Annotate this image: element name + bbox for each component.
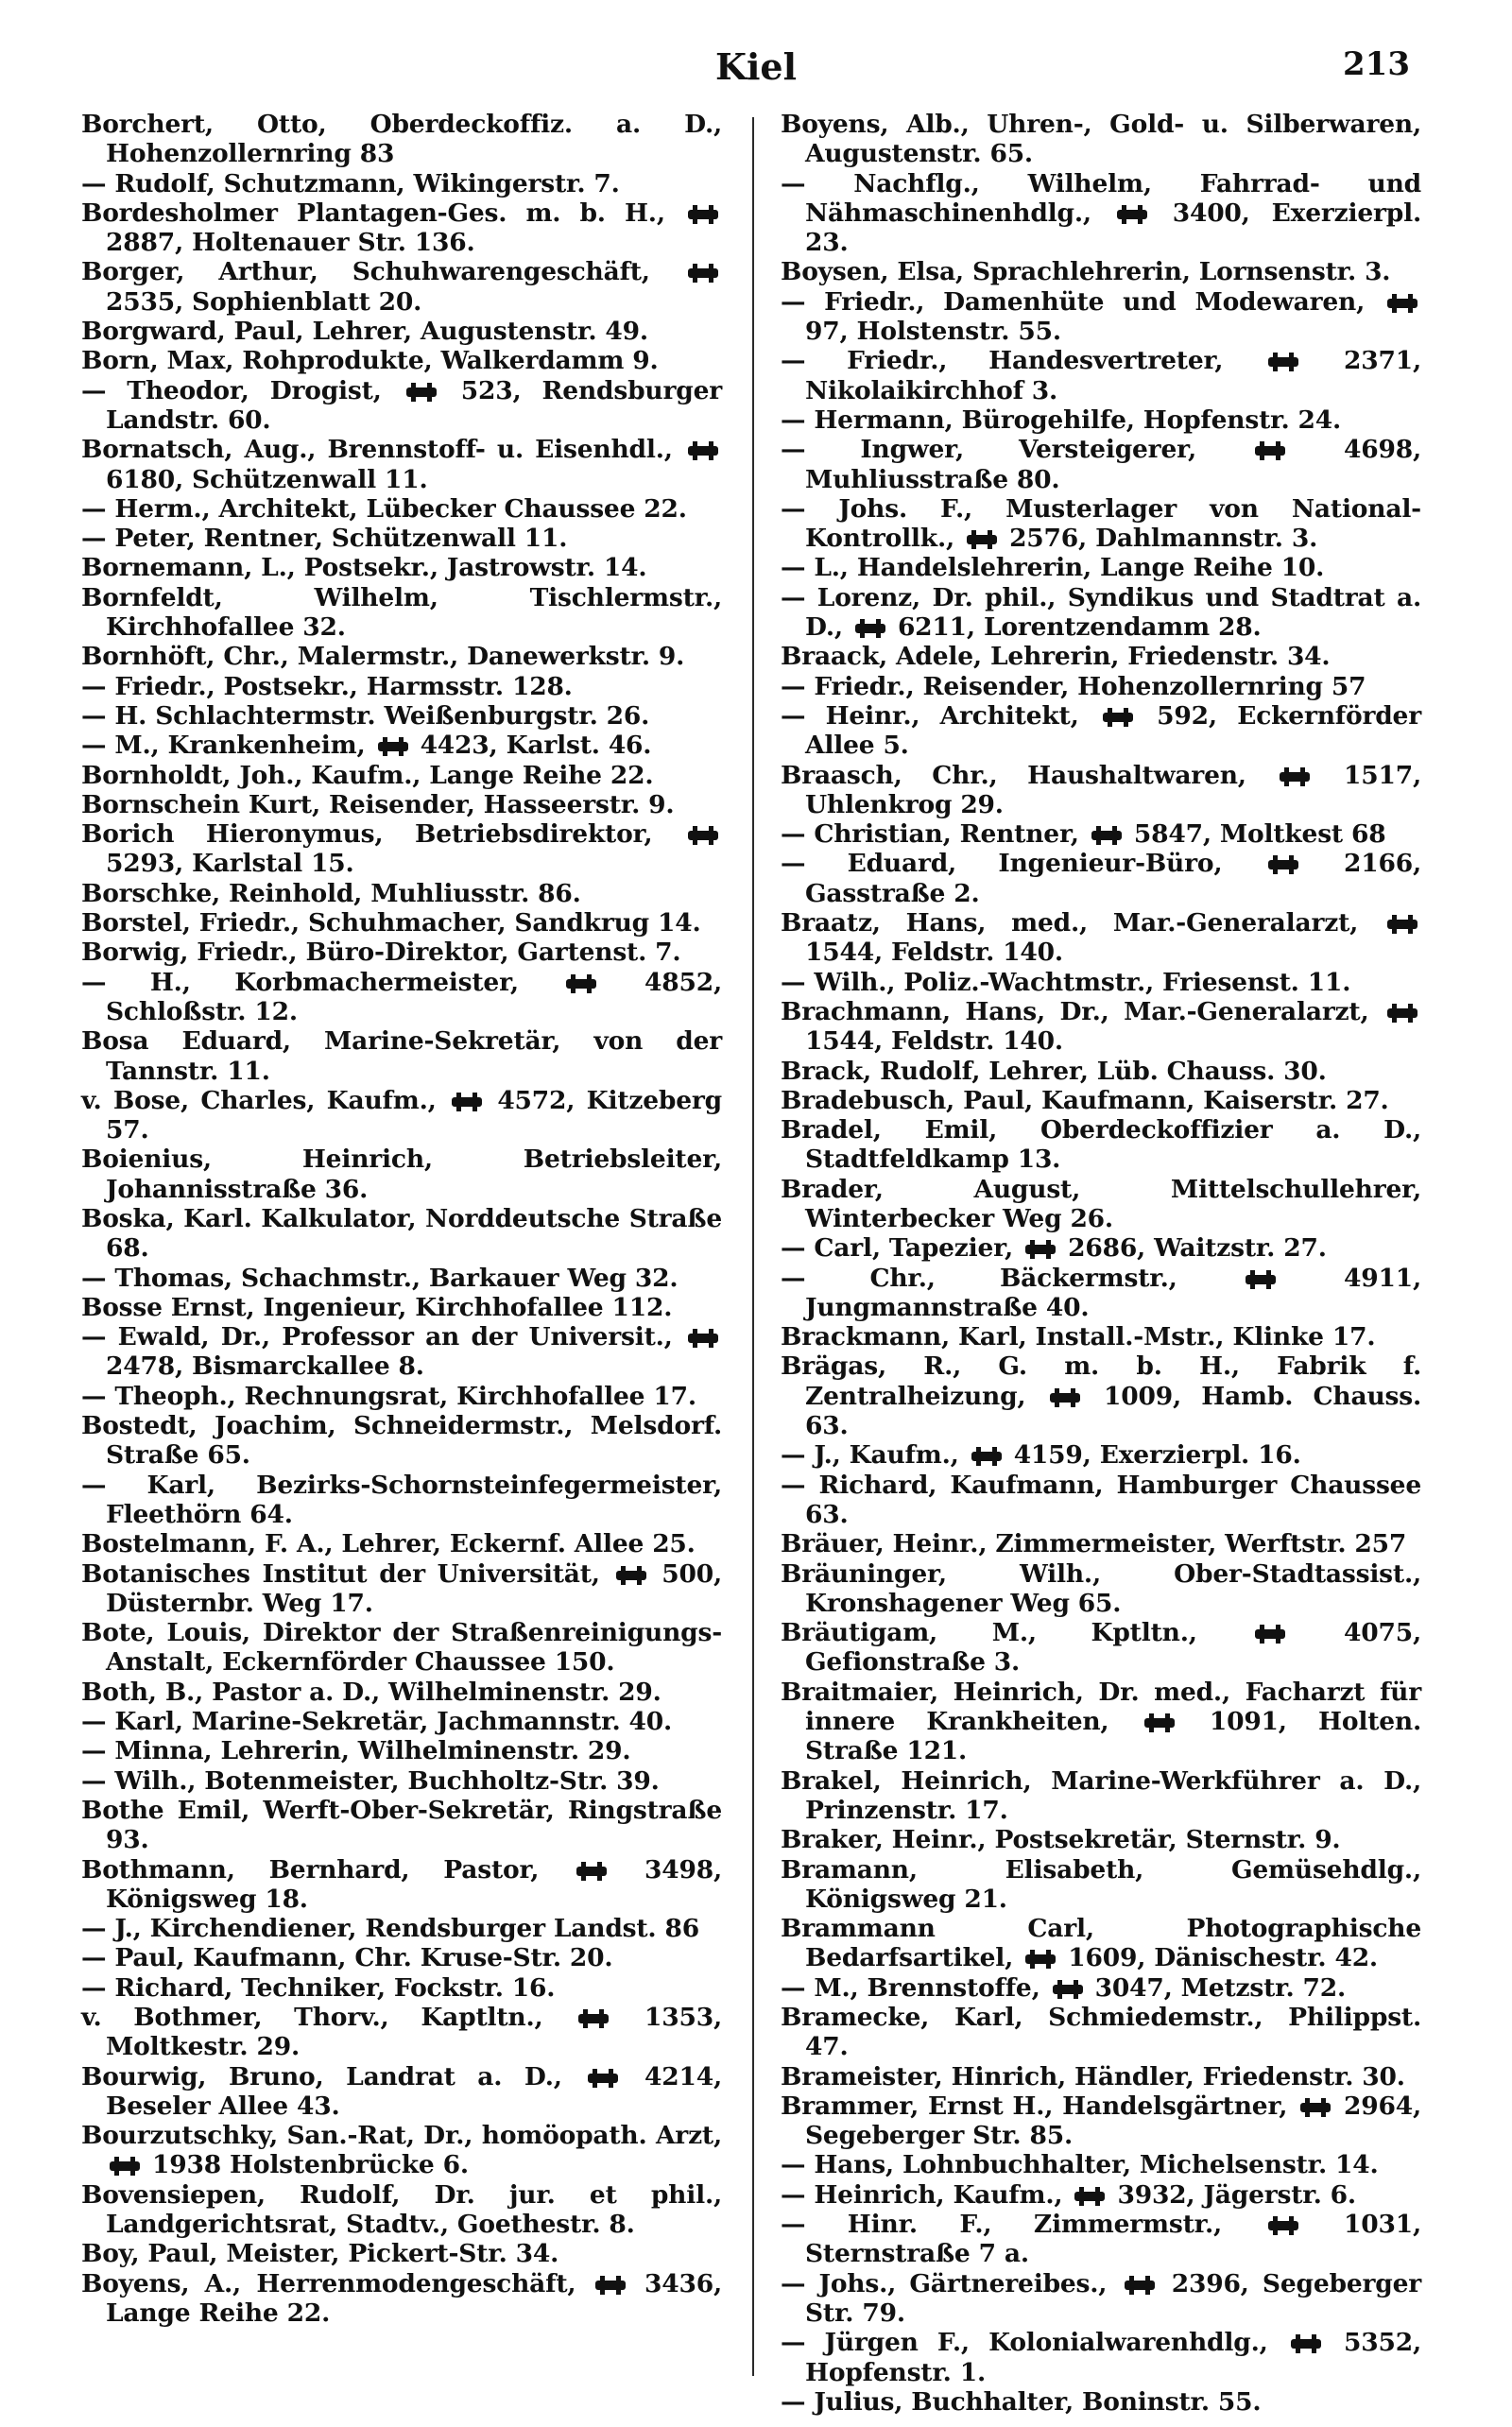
entry-text: Boyens, A., Herrenmodengeschäft, — [81, 2268, 592, 2298]
entry-text: — Jürgen F., Kolonialwarenhdlg., — [781, 2328, 1287, 2358]
directory-entry — [781, 1559, 1421, 1619]
directory-entry — [781, 2269, 1421, 2329]
directory-entry — [81, 1766, 722, 1796]
telephone-symbol-icon — [971, 1449, 1002, 1464]
telephone-symbol-icon — [1246, 1272, 1276, 1287]
entry-text: — Richard, Techniker, Fockstr. 16. — [81, 1972, 556, 2003]
directory-entry — [81, 2239, 722, 2268]
directory-entry — [81, 317, 722, 346]
directory-entry — [781, 997, 1421, 1057]
entry-text: 6211, Lorentzendamm 28. — [888, 612, 1262, 643]
entry-text: Borwig, Friedr., Büro-Direktor, Gartenst. 7. — [81, 938, 681, 968]
entry-text: 523, Rendsburger Landstr. 60. — [106, 375, 722, 435]
directory-entry — [781, 405, 1421, 435]
directory-entry — [781, 968, 1421, 997]
entry-text: 3932, Jägerstr. 6. — [1108, 2179, 1356, 2210]
entry-text: 2535, Sophienblatt 20. — [106, 286, 422, 317]
entry-text: Braack, Adele, Lehrerin, Friedenstr. 34. — [781, 642, 1331, 672]
entry-text: — Ewald, Dr., Professor an der Universit., — [81, 1322, 684, 1352]
entry-text: 1544, Feldstr. 140. — [805, 1026, 1063, 1057]
entry-text: 2887, Holtenauer Str. 136. — [106, 228, 475, 258]
directory-entry — [781, 761, 1421, 820]
entry-text: — H., Korbmachermeister, — [81, 967, 563, 997]
entry-text: — Christian, Rentner, — [781, 819, 1088, 850]
entry-text: 1353, Moltkestr. 29. — [106, 2003, 722, 2062]
telephone-symbol-icon — [688, 1331, 718, 1346]
entry-text: — Eduard, Ingenieur-Büro, — [781, 849, 1264, 879]
directory-entry — [781, 1057, 1421, 1086]
entry-text: Bordesholmer Plantagen-Ges. m. b. H., — [81, 198, 684, 228]
entry-text: 4214, Beseler Allee 43. — [106, 2061, 722, 2121]
directory-entry — [781, 1766, 1421, 1826]
entry-text: 1609, Dänischestr. 42. — [1059, 1943, 1378, 1973]
directory-entry — [781, 1322, 1421, 1351]
entry-text: Bostelmann, F. A., Lehrer, Eckernf. Allee 25. — [81, 1529, 696, 1559]
directory-entry — [781, 819, 1421, 849]
telephone-symbol-icon — [1268, 857, 1298, 872]
entry-text: Bourzutschky, San.-Rat, Dr., homöopath. Arzt, — [81, 2121, 722, 2151]
entry-text: Bostedt, Joachim, Schneidermstr., Melsdorf. Straße 65. — [81, 1411, 722, 1471]
directory-entry — [781, 435, 1421, 494]
entry-text: 4852, Schloßstr. 12. — [106, 967, 722, 1026]
entry-text: — Thomas, Schachmstr., Barkauer Weg 32. — [81, 1263, 679, 1293]
entry-text: Braitmaier, Heinrich, Dr. med., Facharzt für innere Krankheiten, — [781, 1677, 1421, 1737]
telephone-symbol-icon — [588, 2071, 618, 2086]
directory-entry — [81, 1293, 722, 1322]
entry-text: Bothmann, Bernhard, Pastor, — [81, 1854, 574, 1885]
entry-text: Born, Max, Rohprodukte, Walkerdamm 9. — [81, 346, 659, 376]
entry-text: — Rudolf, Schutzmann, Wikingerstr. 7. — [81, 168, 620, 198]
entry-text: Bote, Louis, Direktor der Straßenreinigungs-Anstalt, Eckernförder Chaussee 150. — [81, 1618, 722, 1678]
directory-entry — [781, 2003, 1421, 2062]
entry-text: Bosse Ernst, Ingenieur, Kirchhofallee 112. — [81, 1292, 673, 1322]
entry-text: Bovensiepen, Rudolf, Dr. jur. et phil., Landgerichtsrat, Stadtv., Goethestr. 8. — [81, 2179, 722, 2240]
directory-entry — [81, 1618, 722, 1678]
entry-text: Bornholdt, Joh., Kaufm., Lange Reihe 22. — [81, 760, 654, 790]
directory-entry — [781, 583, 1421, 643]
entry-text: — Theoph., Rechnungsrat, Kirchhofallee 17. — [81, 1381, 696, 1411]
telephone-symbol-icon — [378, 739, 408, 754]
entry-text: Boyens, Alb., Uhren-, Gold- u. Silberwaren, Augustenstr. 65. — [781, 110, 1421, 169]
directory-entry — [781, 1973, 1421, 2003]
directory-entry — [81, 1026, 722, 1086]
telephone-symbol-icon — [1280, 769, 1310, 784]
entry-text: — Lorenz, Dr. phil., Syndikus und Stadtrat a. D., — [781, 582, 1421, 643]
directory-entry — [781, 2180, 1421, 2210]
directory-entry — [81, 819, 722, 879]
entry-text: — Heinrich, Kaufm., — [781, 2179, 1072, 2210]
directory-entry — [81, 672, 722, 701]
entry-text: — Minna, Lehrerin, Wilhelminenstr. 29. — [81, 1736, 631, 1766]
directory-entry — [81, 1559, 722, 1619]
entry-text: — Johs. F., Musterlager von National-Kontrollk., — [781, 493, 1421, 554]
entry-text: 5352, Hopfenstr. 1. — [805, 2328, 1421, 2387]
directory-entry — [781, 2062, 1421, 2091]
directory-entry — [781, 2328, 1421, 2387]
telephone-symbol-icon — [1387, 917, 1418, 932]
column-divider — [752, 117, 754, 2376]
directory-entry — [81, 583, 722, 643]
entry-text: — Hinr. F., Zimmermstr., — [781, 2210, 1264, 2240]
telephone-symbol-icon — [616, 1568, 646, 1583]
directory-entry — [781, 1175, 1421, 1234]
entry-text: — Peter, Rentner, Schützenwall 11. — [81, 524, 568, 554]
directory-entry — [781, 2150, 1421, 2179]
telephone-symbol-icon — [1074, 2189, 1105, 2204]
entry-text: Borgward, Paul, Lehrer, Augustenstr. 49. — [81, 317, 648, 347]
directory-entry — [781, 1914, 1421, 1973]
entry-text: 1091, Holten. Straße 121. — [805, 1707, 1421, 1766]
telephone-symbol-icon — [1291, 2336, 1321, 2351]
telephone-symbol-icon — [1117, 207, 1147, 222]
telephone-symbol-icon — [576, 1864, 607, 1879]
directory-entry — [781, 1440, 1421, 1470]
directory-entry — [81, 2269, 722, 2329]
telephone-symbol-icon — [1025, 1952, 1056, 1967]
telephone-symbol-icon — [1125, 2278, 1155, 2293]
directory-entry — [81, 1471, 722, 1530]
entry-text: Bothe Emil, Werft-Ober-Sekretär, Ringstraße 93. — [81, 1795, 722, 1855]
entry-text: — H. Schlachtermstr. Weißenburgstr. 26. — [81, 700, 650, 731]
entry-text: 1009, Hamb. Chauss. 63. — [805, 1381, 1421, 1441]
directory-entry — [81, 553, 722, 582]
left-column — [81, 110, 722, 2328]
entry-text: 4075, Gefionstraße 3. — [805, 1618, 1422, 1678]
entry-text: Boienius, Heinrich, Betriebsleiter, Johannisstraße 36. — [81, 1145, 722, 1204]
entry-text: Borich Hieronymus, Betriebsdirektor, — [81, 819, 684, 850]
entry-text: — Theodor, Drogist, — [81, 375, 403, 405]
entry-text: 4911, Jungmannstraße 40. — [805, 1263, 1421, 1322]
entry-text: — Johs., Gärtnereibes., — [781, 2268, 1121, 2298]
directory-entry — [81, 198, 722, 258]
entry-text: Bornschein Kurt, Reisender, Hasseerstr. 9. — [81, 789, 675, 819]
entry-text: v. Bose, Charles, Kaufm., — [81, 1085, 448, 1115]
directory-entry — [81, 435, 722, 494]
telephone-symbol-icon — [578, 2011, 609, 2026]
telephone-symbol-icon — [1387, 296, 1418, 311]
directory-entry — [781, 1618, 1421, 1678]
right-column — [781, 110, 1421, 2417]
entry-text: 4159, Exerzierpl. 16. — [1005, 1440, 1301, 1471]
entry-text: Boysen, Elsa, Sprachlehrerin, Lornsenstr. 3. — [781, 257, 1391, 287]
entry-text: Brachmann, Hans, Dr., Mar.-Generalarzt, — [781, 996, 1383, 1026]
directory-entry — [781, 701, 1421, 761]
directory-entry — [81, 1322, 722, 1382]
telephone-symbol-icon — [1050, 1390, 1080, 1405]
directory-entry — [781, 169, 1421, 258]
entry-text: Boy, Paul, Meister, Pickert-Str. 34. — [81, 2239, 559, 2269]
directory-entry — [781, 553, 1421, 582]
entry-text: Borschke, Reinhold, Muhliusstr. 86. — [81, 878, 581, 908]
directory-entry — [781, 257, 1421, 286]
directory-entry — [81, 257, 722, 317]
entry-text: Both, B., Pastor a. D., Wilhelminenstr. 29. — [81, 1677, 662, 1707]
entry-text: — J., Kirchendiener, Rendsburger Landst. 86 — [81, 1914, 699, 1944]
entry-text: 2166, Gasstraße 2. — [805, 849, 1421, 908]
directory-entry — [781, 1825, 1421, 1854]
entry-text: — Julius, Buchhalter, Boninstr. 55. — [781, 2386, 1262, 2417]
entry-text: 3047, Metzstr. 72. — [1086, 1972, 1347, 2003]
directory-entry — [781, 908, 1421, 968]
entry-text: — Karl, Marine-Sekretär, Jachmannstr. 40. — [81, 1707, 673, 1737]
directory-entry — [81, 169, 722, 198]
telephone-symbol-icon — [1300, 2100, 1331, 2115]
entry-text: — Carl, Tapezier, — [781, 1233, 1022, 1264]
entry-text: — Paul, Kaufmann, Chr. Kruse-Str. 20. — [81, 1943, 613, 1973]
directory-entry — [81, 1707, 722, 1736]
entry-text: — Hermann, Bürogehilfe, Hopfenstr. 24. — [781, 404, 1341, 435]
entry-text: Bräuer, Heinr., Zimmermeister, Werftstr. 257 — [781, 1529, 1407, 1559]
telephone-symbol-icon — [688, 443, 718, 458]
directory-entry — [781, 2091, 1421, 2151]
telephone-symbol-icon — [855, 621, 885, 636]
directory-entry — [81, 1914, 722, 1943]
directory-entry — [81, 879, 722, 908]
directory-entry — [81, 1145, 722, 1204]
entry-text: — Herm., Architekt, Lübecker Chaussee 22. — [81, 493, 687, 524]
page-city-title: Kiel — [714, 45, 798, 88]
telephone-symbol-icon — [688, 207, 718, 222]
entry-text: Bourwig, Bruno, Landrat a. D., — [81, 2061, 585, 2091]
entry-text: — Hans, Lohnbuchhalter, Michelsenstr. 14. — [781, 2150, 1379, 2180]
directory-entry — [781, 346, 1421, 405]
entry-text: 1031, Sternstraße 7 a. — [805, 2210, 1421, 2269]
entry-text: 2478, Bismarckallee 8. — [106, 1351, 424, 1382]
directory-entry — [81, 908, 722, 938]
entry-text: — Friedr., Postsekr., Harmsstr. 128. — [81, 671, 573, 701]
entry-text: 1938 Holstenbrücke 6. — [144, 2150, 469, 2180]
entry-text: 6180, Schützenwall 11. — [106, 464, 428, 494]
telephone-symbol-icon — [1255, 1627, 1285, 1642]
directory-entry — [781, 287, 1421, 347]
page-number: 213 — [1343, 45, 1410, 83]
directory-entry — [781, 642, 1421, 671]
directory-entry — [81, 2003, 722, 2062]
directory-entry — [81, 701, 722, 731]
directory-entry — [781, 1233, 1421, 1263]
entry-text: Brack, Rudolf, Lehrer, Lüb. Chauss. 30. — [781, 1056, 1327, 1086]
entry-text: Bramecke, Karl, Schmiedemstr., Philippst. 47. — [781, 2003, 1421, 2062]
entry-text: 3400, Exerzierpl. 23. — [805, 198, 1421, 258]
telephone-symbol-icon — [1387, 1006, 1418, 1021]
directory-entry — [81, 642, 722, 671]
entry-text: — L., Handelslehrerin, Lange Reihe 10. — [781, 553, 1325, 583]
directory-entry — [81, 1796, 722, 1855]
entry-text: — Wilh., Botenmeister, Buchholtz-Str. 39. — [81, 1765, 660, 1796]
telephone-symbol-icon — [1144, 1715, 1175, 1730]
directory-entry — [781, 1529, 1421, 1558]
telephone-symbol-icon — [1091, 828, 1122, 843]
directory-entry — [81, 110, 722, 169]
telephone-symbol-icon — [566, 976, 596, 991]
directory-entry — [81, 524, 722, 553]
entry-text: 1544, Feldstr. 140. — [805, 938, 1063, 968]
entry-text: Brammann Carl, Photographische Bedarfsartikel, — [781, 1914, 1421, 1973]
directory-entry — [781, 110, 1421, 169]
directory-entry — [781, 1115, 1421, 1175]
directory-entry — [81, 1973, 722, 2003]
directory-entry — [81, 1086, 722, 1145]
directory-entry — [81, 2121, 722, 2180]
entry-text: Brägas, R., G. m. b. H., Fabrik f. Zentralheizung, — [781, 1351, 1421, 1411]
directory-entry — [81, 1529, 722, 1558]
directory-entry — [781, 2387, 1421, 2417]
entry-text: Bramann, Elisabeth, Gemüsehdlg., Königsweg 21. — [781, 1854, 1421, 1914]
directory-entry — [781, 1678, 1421, 1766]
entry-text: Boska, Karl. Kalkulator, Norddeutsche Straße 68. — [81, 1203, 722, 1264]
directory-entry — [81, 346, 722, 375]
telephone-symbol-icon — [1103, 710, 1133, 725]
entry-text: 4572, Kitzeberg 57. — [106, 1085, 722, 1145]
entry-text: 2371, Nikolaikirchhof 3. — [805, 346, 1421, 405]
telephone-symbol-icon — [595, 2278, 626, 2293]
entry-text: 1517, Uhlenkrog 29. — [805, 760, 1421, 819]
directory-entry — [81, 1264, 722, 1293]
entry-text: Braasch, Chr., Haushaltwaren, — [781, 760, 1277, 790]
entry-text: Bornfeldt, Wilhelm, Tischlermstr., Kirchhofallee 32. — [81, 582, 722, 643]
directory-entry — [81, 376, 722, 436]
entry-text: Brader, August, Mittelschullehrer, Winterbecker Weg 26. — [781, 1174, 1421, 1233]
directory-entry — [781, 1471, 1421, 1530]
entry-text: 500, Düsternbr. Weg 17. — [106, 1558, 722, 1618]
entry-text: Borger, Arthur, Schuhwarengeschäft, — [81, 257, 684, 287]
telephone-symbol-icon — [110, 2159, 140, 2174]
entry-text: Bräuninger, Wilh., Ober-Stadtassist., Kronshagener Weg 65. — [781, 1558, 1421, 1618]
entry-text: Brackmann, Karl, Install.-Mstr., Klinke 17. — [781, 1322, 1376, 1352]
directory-entry — [81, 1204, 722, 1264]
directory-entry — [781, 1264, 1421, 1323]
directory-entry — [81, 1678, 722, 1707]
directory-entry — [781, 1086, 1421, 1115]
entry-text: 3436, Lange Reihe 22. — [106, 2268, 722, 2328]
directory-entry — [81, 1943, 722, 1972]
entry-text: 4423, Karlst. 46. — [411, 731, 652, 761]
directory-entry — [781, 1351, 1421, 1440]
directory-entry — [781, 672, 1421, 701]
directory-entry — [81, 790, 722, 819]
entry-text: 2686, Waitzstr. 27. — [1059, 1233, 1327, 1264]
entry-text: — Richard, Kaufmann, Hamburger Chaussee 63. — [781, 1470, 1421, 1529]
directory-entry — [781, 1855, 1421, 1915]
telephone-symbol-icon — [406, 385, 437, 400]
entry-text: Brameister, Hinrich, Händler, Friedenstr. 30. — [781, 2061, 1405, 2091]
entry-text: — Ingwer, Versteigerer, — [781, 435, 1251, 465]
entry-text: — M., Krankenheim, — [81, 731, 374, 761]
entry-text: Bornemann, L., Postsekr., Jastrowstr. 14. — [81, 553, 647, 583]
entry-text: 2396, Segeberger Str. 79. — [805, 2268, 1421, 2328]
entry-text: Bräutigam, M., Kptltn., — [781, 1618, 1252, 1648]
entry-text: 5847, Moltkest 68 — [1125, 819, 1386, 850]
telephone-symbol-icon — [452, 1094, 482, 1110]
entry-text: v. Bothmer, Thorv., Kaptltn., — [81, 2003, 576, 2032]
directory-entry — [81, 938, 722, 967]
entry-text: — Nachflg., Wilhelm, Fahrrad- und Nähmaschinenhdlg., — [781, 168, 1421, 228]
entry-text: — Friedr., Damenhüte und Modewaren, — [781, 286, 1383, 317]
directory-entry — [81, 761, 722, 790]
directory-entry — [81, 2062, 722, 2122]
entry-text: Braker, Heinr., Postsekretär, Sternstr. 9. — [781, 1825, 1341, 1855]
telephone-symbol-icon — [1268, 354, 1298, 370]
telephone-symbol-icon — [967, 532, 997, 547]
entry-text: — Karl, Bezirks-Schornsteinfegermeister, Fleethörn 64. — [81, 1470, 722, 1529]
entry-text: Bradebusch, Paul, Kaufmann, Kaiserstr. 27. — [781, 1085, 1389, 1115]
entry-text: 2964, Segeberger Str. 85. — [805, 2091, 1421, 2151]
telephone-symbol-icon — [688, 266, 718, 281]
directory-entry — [81, 968, 722, 1027]
directory-entry — [81, 1855, 722, 1915]
directory-entry — [81, 731, 722, 760]
entry-text: Bornhöft, Chr., Malermstr., Danewerkstr. 9. — [81, 642, 685, 672]
entry-text: — M., Brennstoffe, — [781, 1972, 1049, 2003]
telephone-symbol-icon — [1053, 1982, 1083, 1997]
entry-text: Borstel, Friedr., Schuhmacher, Sandkrug 14. — [81, 908, 701, 938]
entry-text: — Friedr., Handesvertreter, — [781, 346, 1265, 376]
entry-text: Brakel, Heinrich, Marine-Werkführer a. D., Prinzenstr. 17. — [781, 1765, 1421, 1825]
directory-entry — [81, 2180, 722, 2240]
entry-text: — J., Kaufm., — [781, 1440, 968, 1471]
telephone-symbol-icon — [688, 828, 718, 843]
directory-entry — [81, 1382, 722, 1411]
telephone-symbol-icon — [1025, 1242, 1056, 1257]
entry-text: — Heinr., Architekt, — [781, 700, 1099, 731]
directory-entry — [781, 849, 1421, 908]
entry-text: 3498, Königsweg 18. — [106, 1854, 722, 1914]
telephone-symbol-icon — [1268, 2218, 1298, 2233]
entry-text: — Friedr., Reisender, Hohenzollernring 57 — [781, 671, 1366, 701]
directory-entry — [781, 2210, 1421, 2269]
directory-entry — [81, 1411, 722, 1471]
entry-text: Botanisches Institut der Universität, — [81, 1558, 612, 1589]
entry-text: 97, Holstenstr. 55. — [805, 317, 1061, 347]
entry-text: Borchert, Otto, Oberdeckoffiz. a. D., Hohenzollernring 83 — [81, 110, 722, 169]
entry-text: Bradel, Emil, Oberdeckoffizier a. D., Stadtfeldkamp 13. — [781, 1115, 1421, 1175]
entry-text: Bornatsch, Aug., Brennstoff- u. Eisenhdl., — [81, 435, 684, 465]
running-head — [0, 42, 1512, 98]
entry-text: Bosa Eduard, Marine-Sekretär, von der Tannstr. 11. — [81, 1026, 722, 1086]
telephone-symbol-icon — [1255, 443, 1285, 458]
entry-text: 4698, Muhliusstraße 80. — [805, 435, 1421, 494]
directory-entry — [81, 1736, 722, 1765]
entry-text: 5293, Karlstal 15. — [106, 849, 354, 879]
directory-entry — [81, 494, 722, 524]
entry-text: Brammer, Ernst H., Handelsgärtner, — [781, 2091, 1297, 2121]
entry-text: 592, Eckernförder Allee 5. — [805, 700, 1421, 761]
entry-text: — Chr., Bäckermstr., — [781, 1263, 1242, 1293]
directory-entry — [781, 494, 1421, 554]
entry-text: Braatz, Hans, med., Mar.-Generalarzt, — [781, 908, 1383, 938]
entry-text: 2576, Dahlmannstr. 3. — [1001, 524, 1318, 554]
entry-text: — Wilh., Poliz.-Wachtmstr., Friesenst. 11. — [781, 967, 1351, 997]
